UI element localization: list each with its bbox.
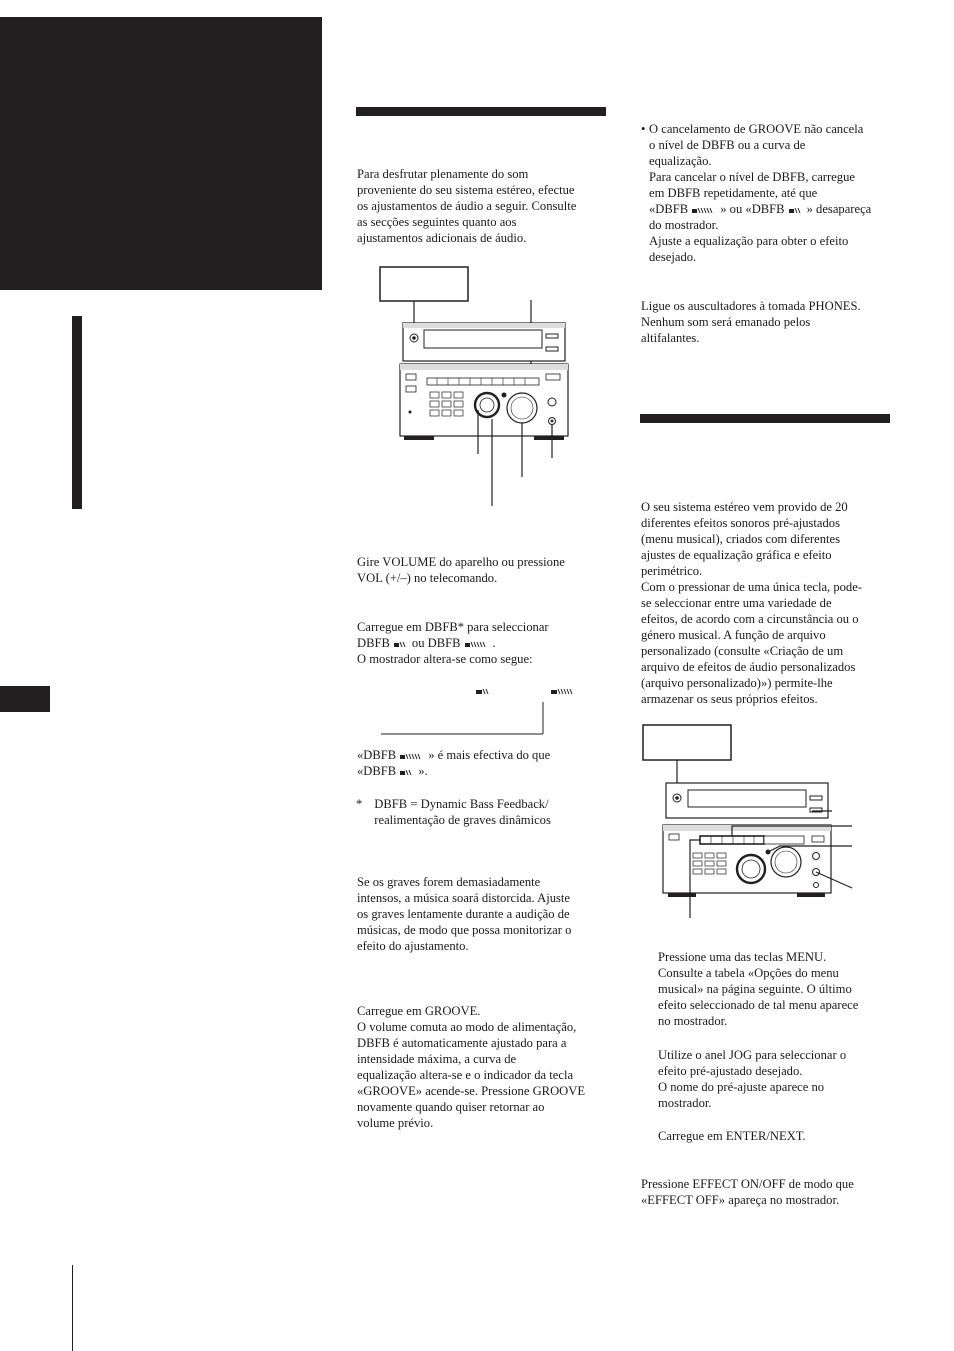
dbfb-high-icon — [465, 641, 489, 648]
cancel-dbfb-line2 — [649, 201, 901, 217]
section-rule-audio — [356, 107, 606, 116]
section-header-block — [0, 17, 322, 290]
effect-off-text: Pressione EFFECT ON/OFF de modo que «EFFECT OFF» apareça no mostrador. — [641, 1177, 854, 1207]
cancel-dbfb-line3: do mostrador. — [649, 218, 719, 232]
cancel-dbfb-b: » ou «DBFB — [720, 202, 785, 216]
callout-box-power-2 — [643, 725, 731, 760]
step-menu-text: Pressione uma das teclas MENU. Consulte a tabela «Opções do menu musical» na página seguinte. O último efeito seleccionado de tal menu aparece no mostrador. — [658, 950, 859, 1028]
section-side-bar — [72, 316, 82, 509]
dbfb-compare-c: «DBFB — [357, 764, 397, 778]
cancel-dbfb-block — [641, 169, 901, 265]
dbfb-high-icon — [400, 753, 424, 760]
dbfb-step — [357, 619, 617, 667]
dbfb-compare-b: » é mais efectiva do que — [428, 748, 551, 762]
dbfb-label: DBFB — [357, 636, 390, 650]
groove-note-row — [641, 121, 901, 169]
intro-paragraph: Para desfrutar plenamente do som proveniente do seu sistema estéreo, efectue os ajustamentos de áudio a seguir. Consulte as secções seguintes quanto aos ajustamentos adicionais de áudio. — [357, 167, 577, 245]
dbfb-compare-line1 — [357, 747, 617, 763]
groove-note — [641, 121, 901, 265]
dbfb-or-label: ou DBFB — [411, 636, 461, 650]
stereo-diagram-2 — [640, 722, 855, 940]
footnote — [356, 796, 618, 828]
dbfb-step-line2 — [357, 635, 617, 651]
section-rule-effects — [640, 414, 890, 423]
dbfb-compare-d: ». — [418, 764, 428, 778]
dbfb-high-icon — [692, 207, 716, 214]
bass-warning-text: Se os graves forem demasiadamente intensos, a música soará distorcida. Ajuste os graves lentamente durante a audição de músicas, de modo que possa monitorizar o efeito do ajustamento. — [357, 875, 572, 953]
footer-rule — [72, 1265, 73, 1351]
bullet: • — [641, 122, 646, 136]
volume-step-text: Gire VOLUME do aparelho ou pressione VOL (+/–) no telecomando. — [357, 555, 565, 585]
footnote-mark: * — [356, 797, 363, 811]
step-enter-text: Carregue em ENTER/NEXT. — [658, 1129, 806, 1143]
step-jog-text: Utilize o anel JOG para seleccionar o efeito pré-ajustado desejado. O nome do pré-ajuste aparece no mostrador. — [658, 1048, 847, 1110]
dbfb-period: . — [492, 636, 496, 650]
dbfb-low-icon — [476, 690, 482, 694]
headphones-text: Ligue os auscultadores à tomada PHONES. Nenhum som será emanado pelos altifalantes. — [641, 299, 861, 345]
dbfb-step-line3: O mostrador altera-se como segue: — [357, 652, 533, 666]
groove-note-text: O cancelamento de GROOVE não cancela o nível de DBFB ou a curva de equalização. — [649, 122, 864, 168]
dbfb-cycle-diagram — [356, 684, 586, 736]
dbfb-low-icon — [394, 641, 408, 648]
dbfb-high-icon — [551, 690, 557, 694]
callout-box-power — [380, 267, 468, 301]
footnote-text: DBFB = Dynamic Bass Feedback/ realimentação de graves dinâmicos — [374, 797, 551, 827]
cancel-dbfb-c: » desapareça — [806, 202, 872, 216]
dbfb-compare-line2 — [357, 763, 617, 779]
dbfb-low-icon — [789, 207, 803, 214]
stereo-diagram-1 — [370, 262, 590, 510]
cancel-dbfb-text: Para cancelar o nível de DBFB, carregue em DBFB repetidamente, até que — [649, 170, 855, 200]
effects-intro-text: O seu sistema estéreo vem provido de 20 diferentes efeitos sonoros pré-ajustados (menu musical), criados com diferentes ajustes de equalização gráfica e efeito perimétrico. Com o pressionar de uma única tecla, pode- se seleccionar entre uma variedade de efeitos, de acordo com a circunstância ou o género musical. A função de arquivo personalizado (consulte «Criação de um arquivo de efeitos de áudio personalizados (arquivo personalizado)») permite-lhe armazenar os seus próprios efeitos. — [641, 500, 863, 706]
dbfb-compare — [357, 747, 617, 779]
page-edge-tab — [0, 686, 50, 712]
dbfb-low-icon — [400, 769, 414, 776]
groove-step-text: Carregue em GROOVE. O volume comuta ao modo de alimentação, DBFB é automaticamente ajustado para a intensidade máxima, a curva de equalização altera-se e o indicador da tecla «GROOVE» acende-se. Pressione GROOVE novamente quando quiser retornar ao volume prévio. — [357, 1004, 586, 1130]
dbfb-step-line1: Carregue em DBFB* para seleccionar — [357, 620, 549, 634]
cancel-dbfb-a: «DBFB — [649, 202, 689, 216]
eq-adjust-text: Ajuste a equalização para obter o efeito desejado. — [649, 234, 849, 264]
dbfb-compare-a: «DBFB — [357, 748, 397, 762]
